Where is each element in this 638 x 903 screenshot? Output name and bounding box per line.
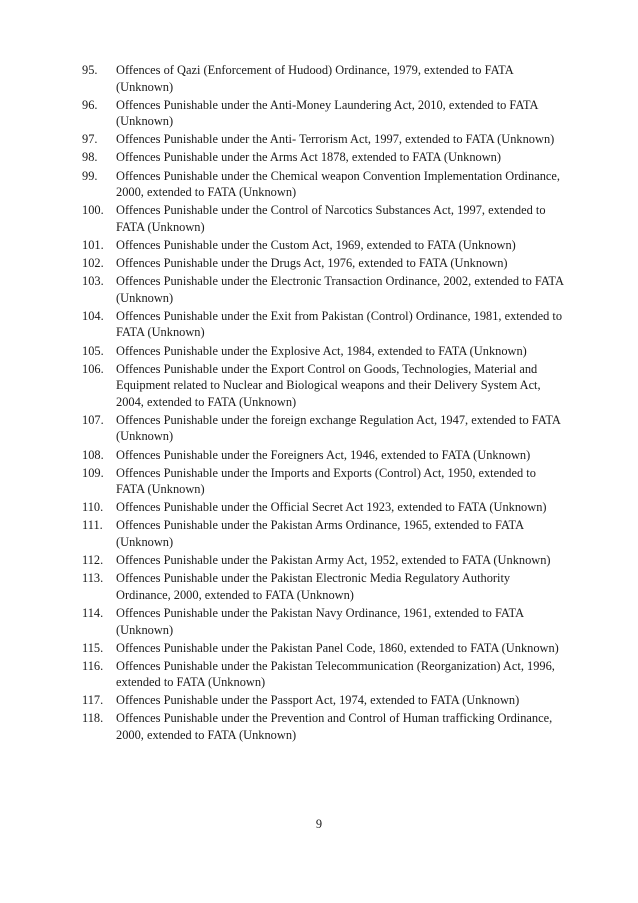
offence-list xyxy=(82,62,564,745)
list-item xyxy=(82,343,564,360)
item-number: 102. xyxy=(82,256,104,271)
list-item xyxy=(82,62,564,95)
item-number: 99. xyxy=(82,168,98,183)
item-number: 95. xyxy=(82,63,98,77)
list-item xyxy=(82,465,564,498)
list-item xyxy=(82,273,564,306)
item-number: 117. xyxy=(82,693,104,708)
item-text: Offences Punishable under the Anti-Money Laundering Act, 2010, extended to FATA (Unknown) xyxy=(116,97,538,129)
item-text: Offences Punishable under the Drugs Act, 1976, extended to FATA (Unknown) xyxy=(116,256,508,271)
list-item xyxy=(82,131,564,148)
list-item xyxy=(82,97,564,130)
item-text: Offences Punishable under the Arms Act 1878, extended to FATA (Unknown) xyxy=(116,150,502,165)
item-number: 97. xyxy=(82,132,98,147)
item-text: Offences Punishable under the Pakistan Telecommunication (Reorganization) Act, 1996, extended to FATA (Unknown) xyxy=(116,658,555,690)
item-text: Offences Punishable under the Pakistan Navy Ordinance, 1961, extended to FATA (Unknown) xyxy=(116,605,524,637)
list-item xyxy=(82,361,564,411)
item-number: 114. xyxy=(82,605,104,620)
list-item xyxy=(82,710,564,743)
item-number: 105. xyxy=(82,343,104,358)
list-item xyxy=(82,412,564,445)
item-text: Offences Punishable under the Imports and Exports (Control) Act, 1950, extended to FATA (Unknown) xyxy=(116,465,536,497)
list-item xyxy=(82,202,564,235)
item-text: Offences Punishable under the Official Secret Act 1923, extended to FATA (Unknown) xyxy=(116,500,547,515)
item-number: 108. xyxy=(82,447,104,462)
item-text: Offences Punishable under the Prevention and Control of Human trafficking Ordinance, 2000, extended to FATA (Unknown) xyxy=(116,711,553,743)
list-item xyxy=(82,308,564,341)
list-item xyxy=(82,149,564,166)
list-item xyxy=(82,237,564,254)
item-text: Offences Punishable under the Chemical weapon Convention Implementation Ordinance, 2000, extended to FATA (Unknown) xyxy=(116,168,560,200)
item-number: 96. xyxy=(82,97,98,112)
item-text: Offences Punishable under the Passport Act, 1974, extended to FATA (Unknown) xyxy=(116,693,520,708)
item-text: Offences Punishable under the Pakistan Army Act, 1952, extended to FATA (Unknown) xyxy=(116,553,551,568)
item-number: 110. xyxy=(82,500,104,515)
item-text: Offences of Qazi (Enforcement of Hudood) Ordinance, 1979, extended to FATA (Unknown) xyxy=(116,63,513,94)
item-number: 118. xyxy=(82,711,104,726)
list-item xyxy=(82,658,564,691)
item-text: Offences Punishable under the Anti- Terrorism Act, 1997, extended to FATA (Unknown) xyxy=(116,132,555,147)
list-item xyxy=(82,605,564,638)
list-item xyxy=(82,552,564,569)
item-text: Offences Punishable under the Control of Narcotics Substances Act, 1997, extended to FATA (Unknown) xyxy=(116,203,546,234)
item-text: Offences Punishable under the Explosive Act, 1984, extended to FATA (Unknown) xyxy=(116,343,527,358)
list-item xyxy=(82,447,564,464)
list-item xyxy=(82,255,564,272)
item-number: 115. xyxy=(82,640,104,655)
item-text: Offences Punishable under the Electronic Transaction Ordinance, 2002, extended to FATA (Unknown) xyxy=(116,274,564,305)
list-item xyxy=(82,570,564,603)
item-number: 113. xyxy=(82,571,104,586)
item-text: Offences Punishable under the foreign exchange Regulation Act, 1947, extended to FATA (Unknown) xyxy=(116,412,561,444)
item-number: 104. xyxy=(82,308,104,323)
list-item xyxy=(82,499,564,516)
item-text: Offences Punishable under the Export Control on Goods, Technologies, Material and Equipment related to Nuclear and Biological weapons and their Delivery System Act, 2004, extended to FATA (Unknown) xyxy=(116,361,541,409)
page-number: 9 xyxy=(315,817,323,831)
item-text: Offences Punishable under the Pakistan Arms Ordinance, 1965, extended to FATA (Unknown) xyxy=(116,518,524,550)
item-number: 98. xyxy=(82,150,98,165)
item-number: 116. xyxy=(82,658,104,673)
item-text: Offences Punishable under the Foreigners Act, 1946, extended to FATA (Unknown) xyxy=(116,447,531,462)
item-number: 100. xyxy=(82,203,104,218)
item-text: Offences Punishable under the Custom Act, 1969, extended to FATA (Unknown) xyxy=(116,237,516,252)
item-text: Offences Punishable under the Pakistan Electronic Media Regulatory Authority Ordinance, 2000, extended to FATA (Unknown) xyxy=(116,571,511,602)
item-number: 111. xyxy=(82,518,103,533)
item-text: Offences Punishable under the Exit from Pakistan (Control) Ordinance, 1981, extended to FATA (Unknown) xyxy=(116,308,563,340)
item-number: 107. xyxy=(82,412,104,427)
item-number: 109. xyxy=(82,465,104,480)
list-item xyxy=(82,168,564,201)
item-number: 112. xyxy=(82,553,104,568)
list-item xyxy=(82,640,564,657)
item-number: 106. xyxy=(82,361,104,376)
item-number: 103. xyxy=(82,274,104,289)
list-item xyxy=(82,692,564,709)
list-item xyxy=(82,517,564,550)
item-text: Offences Punishable under the Pakistan Panel Code, 1860, extended to FATA (Unknown) xyxy=(116,640,559,655)
item-number: 101. xyxy=(82,237,104,252)
